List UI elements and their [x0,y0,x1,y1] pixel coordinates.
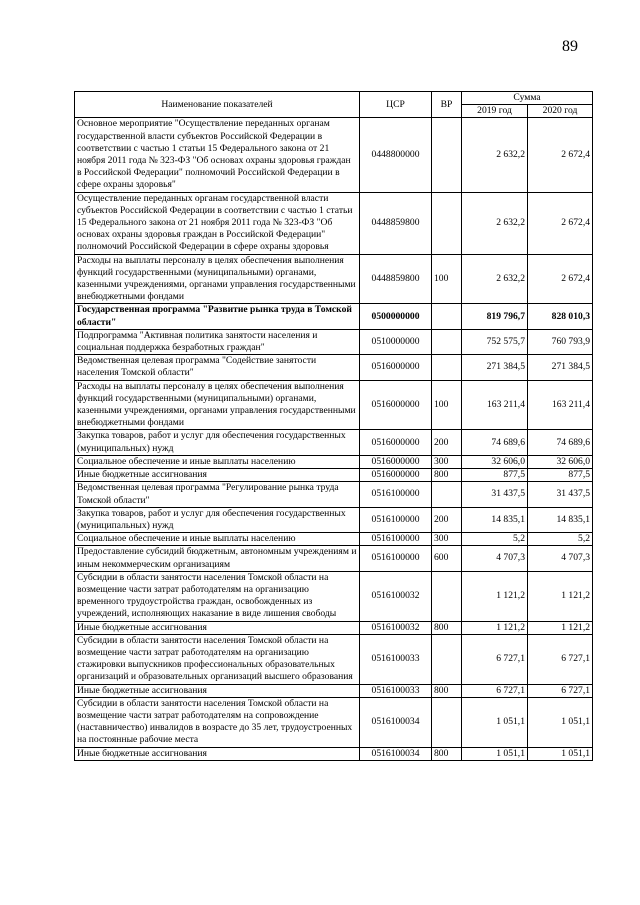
row-sum-2019: 5,2 [462,533,528,546]
row-csr: 0516000000 [360,455,432,468]
row-csr: 0448859800 [360,254,432,304]
row-sum-2020: 1 121,2 [528,621,593,634]
row-sum-2019: 6 727,1 [462,634,528,684]
row-sum-2020: 1 121,2 [528,571,593,621]
row-name: Субсидии в области занятости населения Томской области на возмещение части затрат работодателям на сопровождение (наставничество) инвалидов в возрасте до 35 лет, трудоустроенных на постоянные рабочие места [75,697,360,747]
row-sum-2020: 4 707,3 [528,546,593,571]
row-vr [432,482,462,507]
row-name: Расходы на выплаты персоналу в целях обеспечения выполнения функций государственными (муниципальными) органами, казенными учреждениями, органами управления государственными внебюджетными фондами [75,254,360,304]
row-sum-2019: 2 632,2 [462,118,528,192]
row-sum-2020: 877,5 [528,469,593,482]
row-vr: 300 [432,533,462,546]
table-row [75,304,593,329]
row-name: Социальное обеспечение и иные выплаты населению [75,455,360,468]
row-sum-2019: 163 211,4 [462,380,528,430]
row-sum-2019: 1 051,1 [462,697,528,747]
row-sum-2019: 2 632,2 [462,192,528,254]
row-sum-2020: 6 727,1 [528,684,593,697]
row-csr: 0516100033 [360,684,432,697]
row-vr: 600 [432,546,462,571]
row-sum-2019: 14 835,1 [462,507,528,532]
row-vr [432,192,462,254]
row-sum-2020: 74 689,6 [528,430,593,455]
row-sum-2020: 271 384,5 [528,355,593,380]
row-csr: 0516100034 [360,747,432,760]
row-sum-2020: 31 437,5 [528,482,593,507]
row-csr: 0516100034 [360,697,432,747]
row-vr: 800 [432,621,462,634]
row-name: Осуществление переданных органам государственной власти субъектов Российской Федерации в соответствии с частью 1 статьи 15 Федерального закона от 21 ноября 2011 года № 323-ФЗ "Об основах охраны здоровья граждан в Российской Федерации" полномочий Российской Федерации в сфере охраны здоровья [75,192,360,254]
table-row [75,684,593,697]
header-2020: 2020 год [528,105,593,118]
row-name: Ведомственная целевая программа "Регулирование рынка труда Томской области" [75,482,360,507]
row-name: Иные бюджетные ассигнования [75,469,360,482]
row-sum-2019: 877,5 [462,469,528,482]
table-row [75,329,593,354]
table-row [75,747,593,760]
row-sum-2019: 4 707,3 [462,546,528,571]
table-row [75,621,593,634]
row-name: Субсидии в области занятости населения Томской области на возмещение части затрат работодателям на организацию временного трудоустройства граждан, освобожденных из учреждений, исполняющих наказание в виде лишения свободы [75,571,360,621]
table-row [75,482,593,507]
row-vr: 200 [432,507,462,532]
row-name: Расходы на выплаты персоналу в целях обеспечения выполнения функций государственными (муниципальными) органами, казенными учреждениями, органами управления государственными внебюджетными фондами [75,380,360,430]
row-sum-2019: 271 384,5 [462,355,528,380]
table-row [75,571,593,621]
row-vr: 200 [432,430,462,455]
table-row [75,118,593,192]
row-name: Предоставление субсидий бюджетным, автономным учреждениям и иным некоммерческим организациям [75,546,360,571]
row-sum-2019: 752 575,7 [462,329,528,354]
header-row [75,92,593,105]
row-vr [432,118,462,192]
row-csr: 0516000000 [360,380,432,430]
row-sum-2020: 6 727,1 [528,634,593,684]
table-body [75,118,593,760]
row-sum-2020: 1 051,1 [528,747,593,760]
row-csr: 0448800000 [360,118,432,192]
header-csr: ЦСР [360,92,432,118]
row-csr: 0516000000 [360,430,432,455]
row-sum-2020: 1 051,1 [528,697,593,747]
row-csr: 0516100032 [360,571,432,621]
row-csr: 0516100000 [360,533,432,546]
row-csr: 0516000000 [360,355,432,380]
row-name: Иные бюджетные ассигнования [75,747,360,760]
table-row [75,634,593,684]
row-sum-2019: 31 437,5 [462,482,528,507]
row-vr [432,697,462,747]
row-sum-2020: 2 672,4 [528,118,593,192]
row-sum-2019: 74 689,6 [462,430,528,455]
row-sum-2019: 819 796,7 [462,304,528,329]
table-row [75,455,593,468]
row-sum-2020: 760 793,9 [528,329,593,354]
row-name: Ведомственная целевая программа "Содействие занятости населения Томской области" [75,355,360,380]
row-vr: 300 [432,455,462,468]
row-vr: 100 [432,380,462,430]
table-row [75,254,593,304]
row-vr: 800 [432,469,462,482]
row-name: Субсидии в области занятости населения Томской области на возмещение части затрат работодателям на организацию стажировки выпускников профессиональных образовательных организаций и образовательных организаций высшего образования [75,634,360,684]
page-number: 89 [562,38,578,55]
row-sum-2020: 14 835,1 [528,507,593,532]
row-vr [432,634,462,684]
row-vr: 100 [432,254,462,304]
row-csr: 0500000000 [360,304,432,329]
row-name: Иные бюджетные ассигнования [75,621,360,634]
row-sum-2020: 32 606,0 [528,455,593,468]
row-csr: 0516100000 [360,507,432,532]
row-name: Подпрограмма "Активная политика занятости населения и социальная поддержка безработных граждан" [75,329,360,354]
header-vr: ВР [432,92,462,118]
row-sum-2020: 163 211,4 [528,380,593,430]
row-csr: 0516100000 [360,482,432,507]
table-row [75,380,593,430]
row-sum-2020: 5,2 [528,533,593,546]
table-row [75,546,593,571]
row-sum-2020: 2 672,4 [528,192,593,254]
row-sum-2019: 1 051,1 [462,747,528,760]
table-row [75,355,593,380]
row-csr: 0516100033 [360,634,432,684]
row-sum-2019: 6 727,1 [462,684,528,697]
table-row [75,430,593,455]
row-name: Иные бюджетные ассигнования [75,684,360,697]
header-name: Наименование показателей [75,92,360,118]
row-sum-2020: 828 010,3 [528,304,593,329]
table-row [75,469,593,482]
row-name: Закупка товаров, работ и услуг для обеспечения государственных (муниципальных) нужд [75,507,360,532]
header-2019: 2019 год [462,105,528,118]
row-sum-2019: 32 606,0 [462,455,528,468]
table-row [75,533,593,546]
table-row [75,697,593,747]
row-vr [432,355,462,380]
row-vr [432,329,462,354]
row-csr: 0516100032 [360,621,432,634]
row-csr: 0516100000 [360,546,432,571]
row-name: Государственная программа "Развитие рынка труда в Томской области" [75,304,360,329]
row-vr [432,304,462,329]
row-vr: 800 [432,684,462,697]
row-sum-2019: 1 121,2 [462,571,528,621]
row-name: Основное мероприятие "Осуществление переданных органам государственной власти субъектов Российской Федерации в соответствии с частью 1 статьи 15 Федерального закона от 21 ноября 2011 года № 323-ФЗ "Об основах охраны здоровья граждан в Российской Федерации" полномочий Российской Федерации в сфере охраны здоровья" [75,118,360,192]
header-sum: Сумма [462,92,593,105]
table-row [75,192,593,254]
row-csr: 0516000000 [360,469,432,482]
row-csr: 0510000000 [360,329,432,354]
row-vr: 800 [432,747,462,760]
row-vr [432,571,462,621]
row-sum-2020: 2 672,4 [528,254,593,304]
table-row [75,507,593,532]
budget-table [74,91,593,761]
row-name: Закупка товаров, работ и услуг для обеспечения государственных (муниципальных) нужд [75,430,360,455]
row-csr: 0448859800 [360,192,432,254]
row-name: Социальное обеспечение и иные выплаты населению [75,533,360,546]
row-sum-2019: 2 632,2 [462,254,528,304]
row-sum-2019: 1 121,2 [462,621,528,634]
